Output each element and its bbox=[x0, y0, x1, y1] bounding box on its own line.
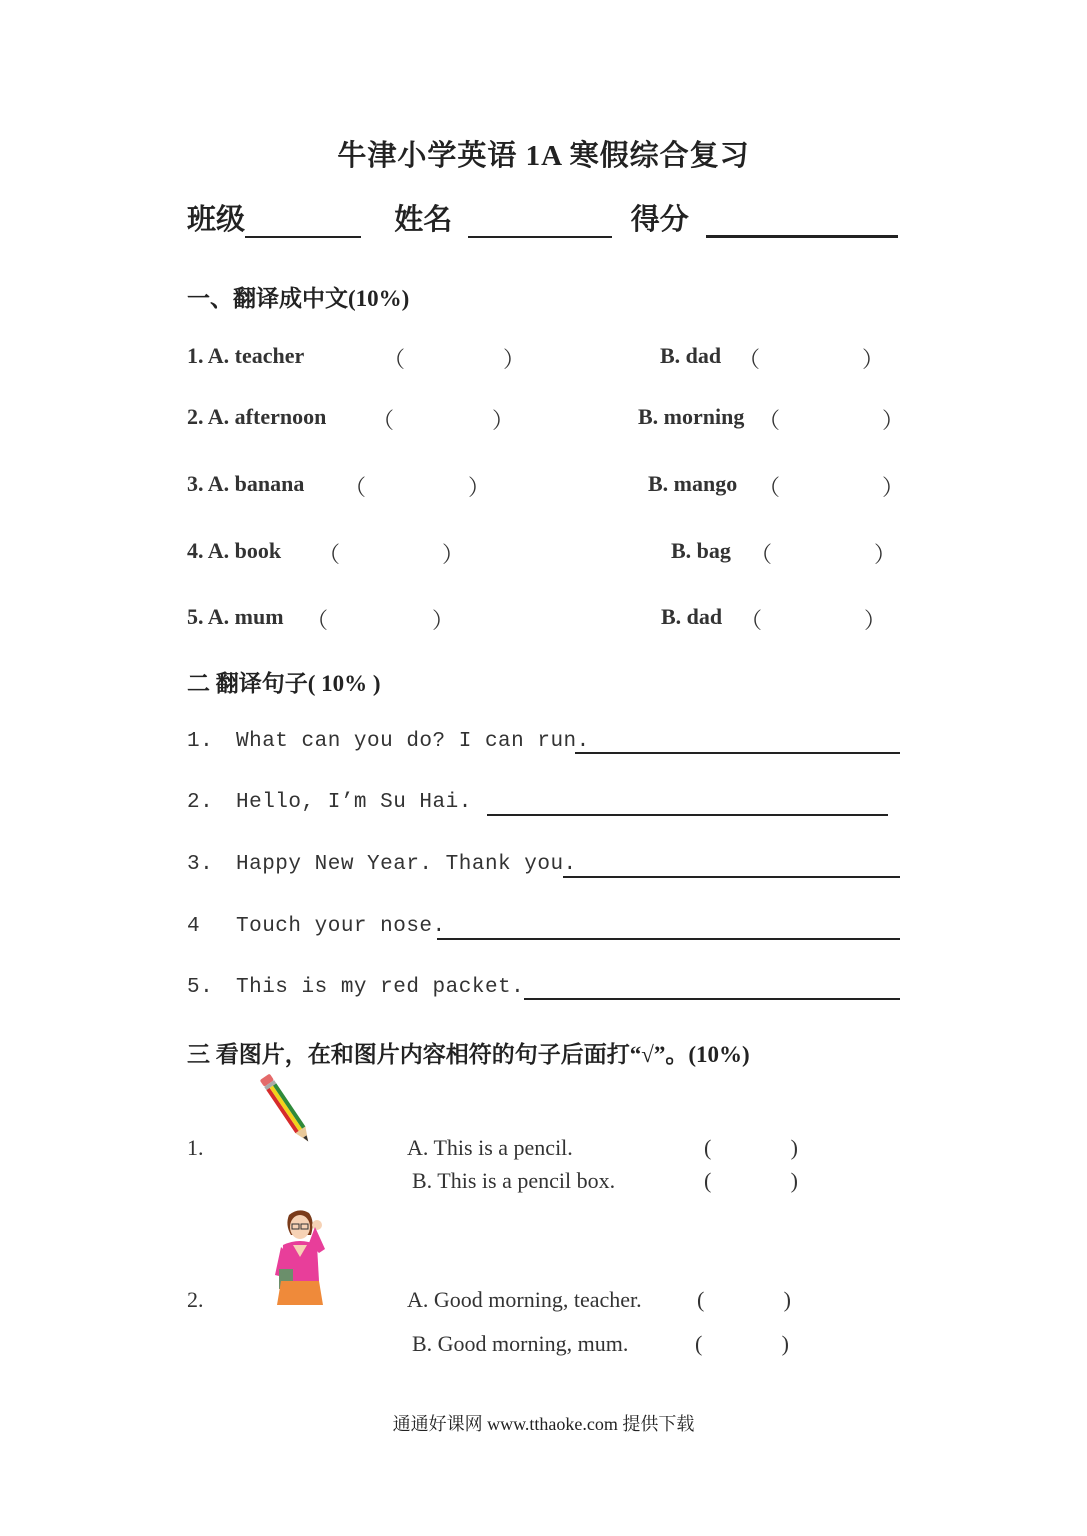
sentence-num-4: 4 bbox=[187, 915, 201, 938]
option-2b: B. Good morning, mum. bbox=[412, 1331, 629, 1356]
vocab-item-5b: B. dad bbox=[661, 604, 723, 629]
vocab-item-1a: 1. A. teacher bbox=[187, 343, 305, 368]
vocab-item-1b: B. dad bbox=[660, 343, 722, 368]
section2-heading: 二 翻译句子( 10% ) bbox=[187, 671, 381, 696]
section3-heading: 三 看图片，在和图片内容相符的句子后面打“√”。(10%) bbox=[187, 1042, 750, 1067]
section1-heading: 一、翻译成中文(10%) bbox=[187, 286, 410, 311]
answer-line-4[interactable] bbox=[437, 938, 900, 940]
option-1a: A. This is a pencil. bbox=[407, 1135, 573, 1160]
class-label: 班级 bbox=[187, 204, 246, 236]
answer-line-1[interactable] bbox=[575, 752, 900, 754]
vocab-item-5a: 5. A. mum bbox=[187, 604, 284, 629]
sentence-num-1: 1. bbox=[187, 730, 214, 753]
answer-line-3[interactable] bbox=[563, 876, 900, 878]
vocab-item-3b: B. mango bbox=[648, 471, 738, 496]
name-field[interactable] bbox=[468, 214, 612, 238]
option-2a: A. Good morning, teacher. bbox=[407, 1287, 642, 1312]
score-label: 得分 bbox=[630, 204, 689, 236]
sentence-num-3: 3. bbox=[187, 853, 214, 876]
teacher-picture bbox=[265, 1205, 340, 1310]
sentence-text-1: What can you do? I can run. bbox=[236, 730, 590, 753]
sentence-text-4: Touch your nose. bbox=[236, 915, 446, 938]
sentence-num-2: 2. bbox=[187, 791, 214, 814]
answer-line-5[interactable] bbox=[524, 998, 900, 1000]
vocab-item-4a: 4. A. book bbox=[187, 538, 282, 563]
student-info-row bbox=[187, 197, 898, 238]
sentence-text-2: Hello, I’m Su Hai. bbox=[236, 791, 472, 814]
name-label: 姓名 bbox=[394, 204, 453, 236]
vocab-item-4b: B. bag bbox=[671, 538, 731, 563]
sentence-text-5: This is my red packet. bbox=[236, 976, 525, 999]
page-title: 牛津小学英语 1A 寒假综合复习 bbox=[337, 140, 750, 172]
picture-item-num-1: 1. bbox=[187, 1135, 204, 1160]
sentence-num-5: 5. bbox=[187, 976, 214, 999]
picture-item-num-2: 2. bbox=[187, 1287, 204, 1312]
score-field[interactable] bbox=[706, 213, 898, 238]
answer-line-2[interactable] bbox=[487, 814, 888, 816]
pencil-picture bbox=[250, 1068, 325, 1153]
sentence-text-3: Happy New Year. Thank you. bbox=[236, 853, 577, 876]
footer-credit: 通通好课网 www.tthaoke.com 提供下载 bbox=[392, 1414, 695, 1434]
vocab-item-2a: 2. A. afternoon bbox=[187, 404, 327, 429]
vocab-item-3a: 3. A. banana bbox=[187, 471, 305, 496]
class-field[interactable] bbox=[245, 214, 361, 238]
vocab-item-2b: B. morning bbox=[638, 404, 745, 429]
option-1b: B. This is a pencil box. bbox=[412, 1168, 616, 1193]
